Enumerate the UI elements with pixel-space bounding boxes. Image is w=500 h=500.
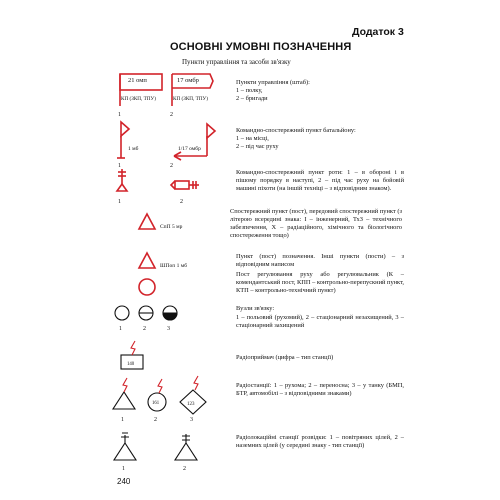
battalion-observation-post-icon [117,122,129,158]
flag1-bottom-text: КП (ЗКП, ТПУ) [121,96,156,102]
desc-line: 2 – бригади [236,95,268,102]
radar-air-targets-icon [114,433,136,460]
label-3: 3 [190,417,193,423]
desc-line: Командно-спостережний пункт батальйону: [236,127,356,134]
label-2: 2 [180,199,183,205]
battalion-observation-moving-icon [174,124,215,160]
radio-station-tank-icon [180,376,206,414]
label-1: 1 [118,112,121,118]
desc-radio-stations: Радіостанції: 1 – рухома; 2 – переносна; 3 – у танку (БМП, БТР, автомобілі – з відповідними знаками) [236,382,404,397]
desc-line: 1 – на місці, [236,135,269,142]
radio-station-portable-icon [148,379,166,411]
desc-traffic-post: Пост регулювання руху або регулювальник (К – комендантський пост, КПП – контрольно-перепускний пункт, КТП – контрольно-технічний пункт) [236,271,404,294]
label-1: 1 [122,466,125,472]
desc-radio-receiver: Радіоприймач (цифра – тип станції) [236,354,334,361]
page-number: 240 [117,477,131,486]
desc-company-observation: Командно-спостережний пункт роти: 1 – в обороні і в пішому порядку в наступі, 2 – під час руху на бойовій машині піхоти (на іншій техніці – з відповідним знаком). [236,169,404,192]
desc-comm-nodes: 1 – польовий (рухомий), 2 – стаціонарний незахищений, 3 – стаціонарний захищений [236,314,404,329]
flag1-top-text: 21 омп [128,77,147,84]
label-2: 2 [183,466,186,472]
radio-portable-text: 161 [152,401,160,406]
comm-node-stationary-icon [139,306,153,320]
label-2: 2 [170,163,173,169]
section-title: Пункти управління та засоби зв'язку [182,58,291,66]
page-title: ОСНОВНІ УМОВНІ ПОЗНАЧЕННЯ [170,41,352,53]
flag2-top-text: 17 омбр [177,77,199,84]
comm-node-mobile-icon [115,306,129,320]
desc-marking-post: Пункт (пост) позначення. Інші пункти (пости) – з відповідним написом [236,253,404,268]
desc-comm-nodes-title: Вузли зв'язку: [236,305,275,312]
company-observation-moving-icon [171,181,199,189]
desc-line: 1 – полку, [236,87,263,94]
marking-post-circle-icon [139,279,155,295]
appendix-label: Додаток 3 [352,26,404,38]
desc-line: 2 – під час руху [236,143,279,150]
obs-battalion-text: 1 мб [128,146,139,152]
flag2-bottom-text: КП (ЗКП, ТПУ) [173,96,208,102]
label-2: 2 [170,112,173,118]
radar-ground-targets-icon [175,434,197,460]
radio-station-mobile-icon [113,378,135,409]
company-observation-post-icon [117,169,127,191]
label-1: 1 [121,417,124,423]
radio-receiver-text: 140 [127,362,135,367]
post-shpo-text: ШПоп 1 мб [160,263,187,269]
obs-moving-text: 1/17 омбр [178,146,201,152]
desc-observation-post: Спостережний пункт (пост), передовий спостережний пункт (з літерою всередині знака: І – інженерний, ТхЗ – технічного забезпечення, Х – радіаційного, хімічного та біологічного спостереження тощо) [230,208,402,239]
label-1: 1 [119,326,122,332]
comm-node-protected-icon [163,306,177,320]
label-3: 3 [167,326,170,332]
desc-radar-stations: Радіолокаційні станції розвідки: 1 – повітряних цілей, 2 – наземних цілей (у середині знаку - тип станції) [236,434,404,449]
label-1: 1 [118,199,121,205]
label-2: 2 [143,326,146,332]
post-spp-text: СпП 5 мр [160,224,183,230]
observation-post-triangle-icon [139,214,155,229]
forward-observation-triangle-icon [139,253,155,268]
label-2: 2 [154,417,157,423]
desc-line: Пункти управління (штаб): [236,79,310,86]
radio-tank-text: 123 [187,402,195,407]
label-1: 1 [118,163,121,169]
